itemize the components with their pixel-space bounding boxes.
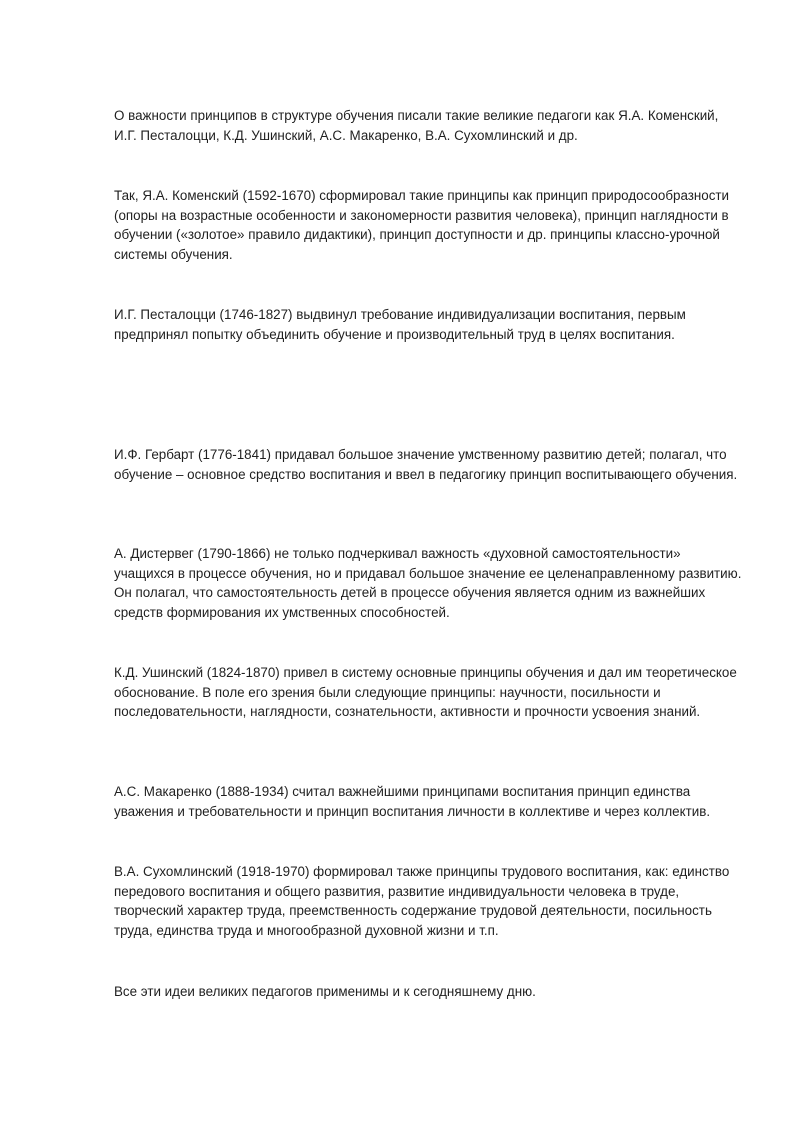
paragraph-sukhomlinsky: В.А. Сухомлинский (1918-1970) формировал также принципы трудового воспитания, как: единство передового воспитания и общего развития, развитие индивидуальности человека в труде, творческий характер труда, преемственность содержание трудовой деятельности, посильность труда, единства труда и многообразной духовной жизни и т.п. — [114, 864, 730, 938]
paragraph-ushinsky: К.Д. Ушинский (1824-1870) привел в систему основные принципы обучения и дал им теоретическое обоснование. В поле его зрения были следующие принципы: научности, посильности и последовательности, наглядности, сознательности, активности и прочности усвоения знаний. — [114, 665, 737, 720]
paragraph-conclusion: Все эти идеи великих педагогов применимы и к сегодняшнему дню. — [114, 984, 536, 999]
paragraph-makarenko: А.С. Макаренко (1888-1934) считал важнейшими принципами воспитания принцип единства уважения и требовательности и принцип воспитания личности в коллективе и через коллектив. — [114, 784, 711, 819]
paragraph-komensky: Так, Я.А. Коменский (1592-1670) сформировал такие принципы как принцип природосообразности (опоры на возрастные особенности и закономерности развития человека), принцип наглядности в обучении («золотое» правило дидактики), принцип доступности и др. принципы классно-урочной системы обучения. — [114, 188, 730, 262]
paragraph-intro: О важности принципов в структуре обучения писали такие великие педагоги как Я.А. Коменский, И.Г. Песталоцци, К.Д. Ушинский, А.С. Макаренко, В.А. Сухомлинский и др. — [114, 108, 719, 143]
paragraph-pestalozzi: И.Г. Песталоцци (1746-1827) выдвинул требование индивидуализации воспитания, первым предпринял попытку объединить обучение и производительный труд в целях воспитания. — [114, 307, 686, 342]
paragraph-herbart: И.Ф. Гербарт (1776-1841) придавал большое значение умственному развитию детей; полагал, что обучение – основное средство воспитания и ввел в педагогику принцип воспитывающего обучения. — [114, 447, 738, 482]
paragraph-diesterweg: А. Дистервег (1790-1866) не только подчеркивал важность «духовной самостоятельности» учащихся в процессе обучения, но и придавал большое значение ее целенаправленному развитию. Он полагал, что самостоятельность детей в процессе обучения является одним из важнейших средств формирования их умственных способностей. — [114, 546, 742, 620]
